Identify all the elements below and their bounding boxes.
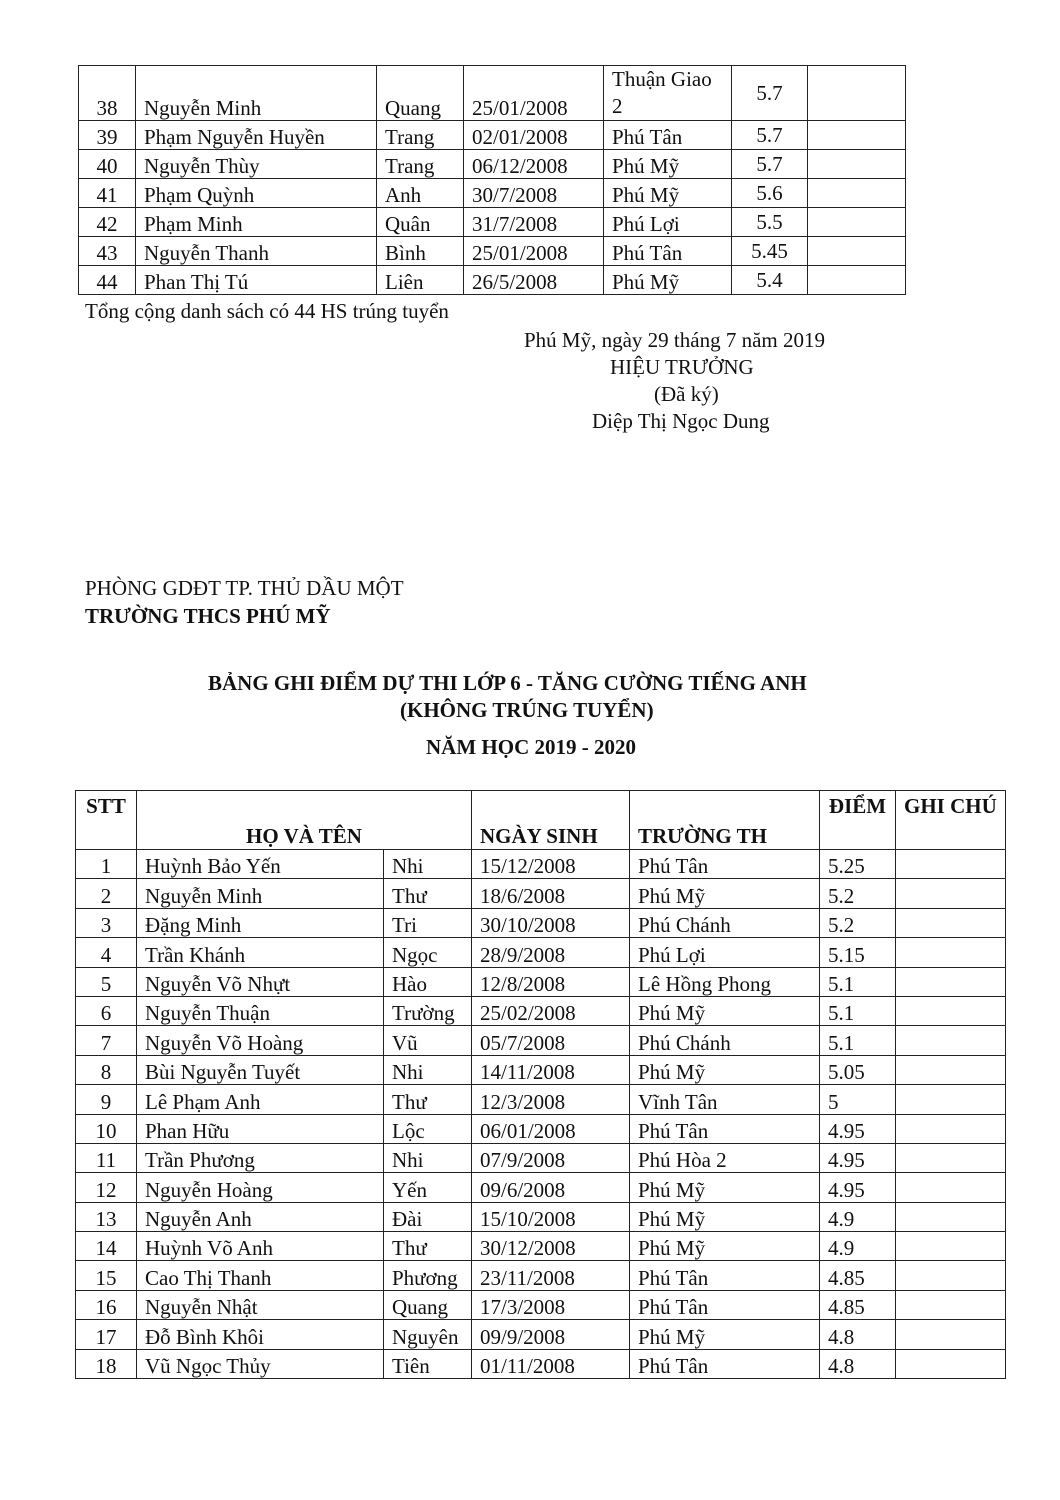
cell-ghi-chu (808, 179, 906, 208)
cell-ten: Nhi (384, 850, 472, 879)
cell-ngay-sinh: 15/12/2008 (472, 850, 630, 879)
cell-ngay-sinh: 12/8/2008 (472, 967, 630, 996)
cell-stt: 15 (76, 1261, 137, 1290)
cell-ten: Tiên (384, 1349, 472, 1378)
cell-ngay-sinh: 28/9/2008 (472, 938, 630, 967)
header-ghi-chu: GHI CHÚ (896, 791, 1006, 850)
cell-truong: Phú Lợi (604, 208, 732, 237)
cell-ghi-chu (808, 66, 906, 121)
cell-ten: Thư (384, 879, 472, 908)
cell-ngay-sinh: 09/9/2008 (472, 1320, 630, 1349)
table-row (79, 150, 906, 179)
cell-ho: Phạm Minh (136, 208, 377, 237)
cell-ten: Vũ (384, 1026, 472, 1055)
cell-diem: 4.8 (820, 1320, 896, 1349)
cell-truong: Phú Mỹ (630, 996, 820, 1025)
cell-ho: Lê Phạm Anh (137, 1085, 384, 1114)
cell-truong: Phú Mỹ (630, 1232, 820, 1261)
table-row (76, 850, 1006, 879)
cell-ngay-sinh: 30/7/2008 (464, 179, 604, 208)
signature-name: Diệp Thị Ngọc Dung (592, 409, 770, 433)
cell-ngay-sinh: 30/12/2008 (472, 1232, 630, 1261)
cell-ho: Vũ Ngọc Thủy (137, 1349, 384, 1378)
cell-stt: 10 (76, 1114, 137, 1143)
cell-ngay-sinh: 23/11/2008 (472, 1261, 630, 1290)
cell-ho: Nguyễn Anh (137, 1202, 384, 1231)
cell-ho: Nguyễn Thùy (136, 150, 377, 179)
cell-truong: Phú Tân (604, 237, 732, 266)
cell-ho: Phan Thị Tú (136, 266, 377, 295)
cell-stt: 13 (76, 1202, 137, 1231)
cell-ten: Quân (377, 208, 464, 237)
cell-ngay-sinh: 12/3/2008 (472, 1085, 630, 1114)
cell-diem: 5.1 (820, 967, 896, 996)
cell-ghi-chu (896, 879, 1006, 908)
cell-truong: Phú Tân (630, 1114, 820, 1143)
table-row (79, 266, 906, 295)
cell-stt: 12 (76, 1173, 137, 1202)
cell-stt: 14 (76, 1232, 137, 1261)
cell-truong: Phú Tân (630, 850, 820, 879)
cell-ten: Quang (384, 1290, 472, 1319)
cell-ghi-chu (896, 967, 1006, 996)
cell-diem: 4.85 (820, 1290, 896, 1319)
cell-stt: 18 (76, 1349, 137, 1378)
cell-ten: Ngọc (384, 938, 472, 967)
cell-ho: Bùi Nguyễn Tuyết (137, 1055, 384, 1084)
cell-ten: Bình (377, 237, 464, 266)
cell-ghi-chu (896, 1232, 1006, 1261)
table-row (76, 1114, 1006, 1143)
table-row (76, 1202, 1006, 1231)
cell-ngay-sinh: 09/6/2008 (472, 1173, 630, 1202)
cell-ghi-chu (808, 266, 906, 295)
cell-stt: 40 (79, 150, 136, 179)
cell-stt: 42 (79, 208, 136, 237)
cell-truong: Thuận Giao 2 (604, 66, 732, 121)
cell-diem: 4.8 (820, 1349, 896, 1378)
cell-ho: Huỳnh Bảo Yến (137, 850, 384, 879)
cell-stt: 11 (76, 1143, 137, 1172)
table-header-row (76, 791, 1006, 850)
cell-ho: Trần Khánh (137, 938, 384, 967)
cell-ten: Thư (384, 1085, 472, 1114)
cell-diem: 4.9 (820, 1232, 896, 1261)
cell-stt: 8 (76, 1055, 137, 1084)
cell-ngay-sinh: 26/5/2008 (464, 266, 604, 295)
table-row (79, 179, 906, 208)
cell-ho: Nguyễn Thuận (137, 996, 384, 1025)
table-row (76, 938, 1006, 967)
cell-stt: 44 (79, 266, 136, 295)
cell-ghi-chu (896, 850, 1006, 879)
cell-ten: Lộc (384, 1114, 472, 1143)
cell-stt: 5 (76, 967, 137, 996)
cell-diem: 5.7 (732, 121, 808, 150)
cell-stt: 39 (79, 121, 136, 150)
table-row (76, 1055, 1006, 1084)
cell-diem: 4.95 (820, 1114, 896, 1143)
cell-truong: Phú Mỹ (630, 1320, 820, 1349)
cell-ho: Phan Hữu (137, 1114, 384, 1143)
cell-ghi-chu (896, 1173, 1006, 1202)
cell-truong: Phú Mỹ (604, 150, 732, 179)
cell-stt: 6 (76, 996, 137, 1025)
cell-stt: 16 (76, 1290, 137, 1319)
cell-diem: 5.15 (820, 938, 896, 967)
document-title: BẢNG GHI ĐIỂM DỰ THI LỚP 6 - TĂNG CƯỜNG TIẾNG ANH (208, 671, 807, 695)
table-row (79, 66, 906, 121)
cell-ten: Hào (384, 967, 472, 996)
cell-truong: Vĩnh Tân (630, 1085, 820, 1114)
cell-ten: Yến (384, 1173, 472, 1202)
cell-ngay-sinh: 05/7/2008 (472, 1026, 630, 1055)
cell-stt: 9 (76, 1085, 137, 1114)
table-row (76, 1261, 1006, 1290)
cell-truong: Phú Lợi (630, 938, 820, 967)
table-row (76, 908, 1006, 937)
cell-truong: Phú Chánh (630, 908, 820, 937)
cell-diem: 4.95 (820, 1173, 896, 1202)
cell-truong: Lê Hồng Phong (630, 967, 820, 996)
cell-diem: 5.6 (732, 179, 808, 208)
cell-ngay-sinh: 01/11/2008 (472, 1349, 630, 1378)
cell-stt: 3 (76, 908, 137, 937)
cell-diem: 5.1 (820, 1026, 896, 1055)
cell-ho: Nguyễn Võ Hoàng (137, 1026, 384, 1055)
cell-ngay-sinh: 07/9/2008 (472, 1143, 630, 1172)
cell-ghi-chu (896, 1085, 1006, 1114)
school-name: TRƯỜNG THCS PHÚ MỸ (85, 604, 331, 628)
cell-ten: Thư (384, 1232, 472, 1261)
cell-ghi-chu (896, 1290, 1006, 1319)
cell-ho: Đặng Minh (137, 908, 384, 937)
cell-truong: Phú Mỹ (630, 879, 820, 908)
cell-ho: Trần Phương (137, 1143, 384, 1172)
cell-ho: Nguyễn Minh (137, 879, 384, 908)
cell-ten: Nguyên (384, 1320, 472, 1349)
cell-truong: Phú Mỹ (604, 179, 732, 208)
cell-ten: Trang (377, 150, 464, 179)
cell-ten: Nhi (384, 1143, 472, 1172)
table-row (76, 1143, 1006, 1172)
cell-diem: 5.7 (732, 150, 808, 179)
admitted-students-table-continued (78, 65, 906, 295)
cell-truong: Phú Mỹ (630, 1055, 820, 1084)
header-stt: STT (76, 791, 137, 850)
cell-stt: 38 (79, 66, 136, 121)
document-subtitle: (KHÔNG TRÚNG TUYỂN) (400, 698, 654, 722)
cell-ngay-sinh: 17/3/2008 (472, 1290, 630, 1319)
table-row (79, 208, 906, 237)
department-name: PHÒNG GDĐT TP. THỦ DẦU MỘT (85, 576, 404, 600)
cell-ghi-chu (896, 1026, 1006, 1055)
cell-ngay-sinh: 30/10/2008 (472, 908, 630, 937)
cell-ho: Cao Thị Thanh (137, 1261, 384, 1290)
header-ngay-sinh: NGÀY SINH (472, 791, 630, 850)
header-truong: TRƯỜNG TH (630, 791, 820, 850)
signature-signed-note: (Đã ký) (654, 382, 719, 406)
cell-ngay-sinh: 25/01/2008 (464, 66, 604, 121)
cell-ngay-sinh: 06/01/2008 (472, 1114, 630, 1143)
cell-ghi-chu (896, 1320, 1006, 1349)
cell-ten: Tri (384, 908, 472, 937)
cell-truong: Phú Tân (630, 1290, 820, 1319)
school-year: NĂM HỌC 2019 - 2020 (426, 735, 636, 759)
cell-ghi-chu (808, 121, 906, 150)
cell-ten: Trang (377, 121, 464, 150)
table-row (76, 1173, 1006, 1202)
cell-ngay-sinh: 02/01/2008 (464, 121, 604, 150)
table-row (79, 237, 906, 266)
cell-ghi-chu (896, 996, 1006, 1025)
cell-ghi-chu (808, 237, 906, 266)
cell-ngay-sinh: 14/11/2008 (472, 1055, 630, 1084)
cell-stt: 4 (76, 938, 137, 967)
cell-ho: Phạm Quỳnh (136, 179, 377, 208)
cell-ghi-chu (896, 908, 1006, 937)
cell-ghi-chu (896, 1261, 1006, 1290)
cell-diem: 4.9 (820, 1202, 896, 1231)
cell-ghi-chu (896, 1114, 1006, 1143)
cell-truong: Phú Mỹ (630, 1202, 820, 1231)
cell-diem: 5.5 (732, 208, 808, 237)
cell-diem: 5.1 (820, 996, 896, 1025)
cell-ho: Phạm Nguyễn Huyền (136, 121, 377, 150)
cell-ghi-chu (808, 150, 906, 179)
summary-text: Tổng cộng danh sách có 44 HS trúng tuyển (85, 299, 449, 323)
table-row (76, 1349, 1006, 1378)
cell-ghi-chu (896, 1349, 1006, 1378)
cell-ngay-sinh: 18/6/2008 (472, 879, 630, 908)
cell-diem: 5.2 (820, 908, 896, 937)
cell-ho: Nguyễn Minh (136, 66, 377, 121)
cell-ho: Huỳnh Võ Anh (137, 1232, 384, 1261)
table-row (76, 879, 1006, 908)
table-row (76, 1290, 1006, 1319)
table-row (76, 1232, 1006, 1261)
cell-truong: Phú Chánh (630, 1026, 820, 1055)
cell-ngay-sinh: 06/12/2008 (464, 150, 604, 179)
cell-diem: 4.85 (820, 1261, 896, 1290)
cell-ho: Nguyễn Nhật (137, 1290, 384, 1319)
cell-diem: 5.4 (732, 266, 808, 295)
cell-diem: 5.2 (820, 879, 896, 908)
cell-truong: Phú Hòa 2 (630, 1143, 820, 1172)
cell-ghi-chu (896, 938, 1006, 967)
cell-stt: 1 (76, 850, 137, 879)
cell-ten: Anh (377, 179, 464, 208)
cell-ngay-sinh: 31/7/2008 (464, 208, 604, 237)
table-row (76, 1085, 1006, 1114)
cell-stt: 43 (79, 237, 136, 266)
header-ho-ten: HỌ VÀ TÊN (137, 791, 472, 850)
cell-ho: Nguyễn Thanh (136, 237, 377, 266)
signature-place-date: Phú Mỹ, ngày 29 tháng 7 năm 2019 (524, 328, 825, 352)
cell-truong: Phú Tân (630, 1261, 820, 1290)
cell-diem: 5.7 (732, 66, 808, 121)
cell-stt: 41 (79, 179, 136, 208)
cell-truong: Phú Mỹ (604, 266, 732, 295)
cell-truong: Phú Mỹ (630, 1173, 820, 1202)
cell-diem: 5.25 (820, 850, 896, 879)
cell-ten: Liên (377, 266, 464, 295)
cell-ten: Trường (384, 996, 472, 1025)
cell-diem: 5.05 (820, 1055, 896, 1084)
table-row (76, 967, 1006, 996)
cell-ngay-sinh: 15/10/2008 (472, 1202, 630, 1231)
cell-truong: Phú Tân (604, 121, 732, 150)
cell-ghi-chu (896, 1202, 1006, 1231)
cell-ho: Nguyễn Hoàng (137, 1173, 384, 1202)
cell-stt: 7 (76, 1026, 137, 1055)
cell-stt: 2 (76, 879, 137, 908)
signature-title: HIỆU TRƯỞNG (610, 355, 754, 379)
cell-diem: 5 (820, 1085, 896, 1114)
table-row (76, 1320, 1006, 1349)
cell-ten: Đài (384, 1202, 472, 1231)
cell-ten: Phương (384, 1261, 472, 1290)
cell-diem: 5.45 (732, 237, 808, 266)
cell-ngay-sinh: 25/02/2008 (472, 996, 630, 1025)
cell-ho: Đỗ Bình Khôi (137, 1320, 384, 1349)
cell-ngay-sinh: 25/01/2008 (464, 237, 604, 266)
table-row (79, 121, 906, 150)
cell-ho: Nguyễn Võ Nhựt (137, 967, 384, 996)
cell-ghi-chu (896, 1055, 1006, 1084)
cell-ghi-chu (896, 1143, 1006, 1172)
header-diem: ĐIỂM (820, 791, 896, 850)
non-admitted-students-table (75, 790, 1006, 1379)
cell-ten: Quang (377, 66, 464, 121)
cell-truong: Phú Tân (630, 1349, 820, 1378)
cell-diem: 4.95 (820, 1143, 896, 1172)
table-row (76, 1026, 1006, 1055)
cell-ten: Nhi (384, 1055, 472, 1084)
cell-ghi-chu (808, 208, 906, 237)
table-row (76, 996, 1006, 1025)
cell-stt: 17 (76, 1320, 137, 1349)
